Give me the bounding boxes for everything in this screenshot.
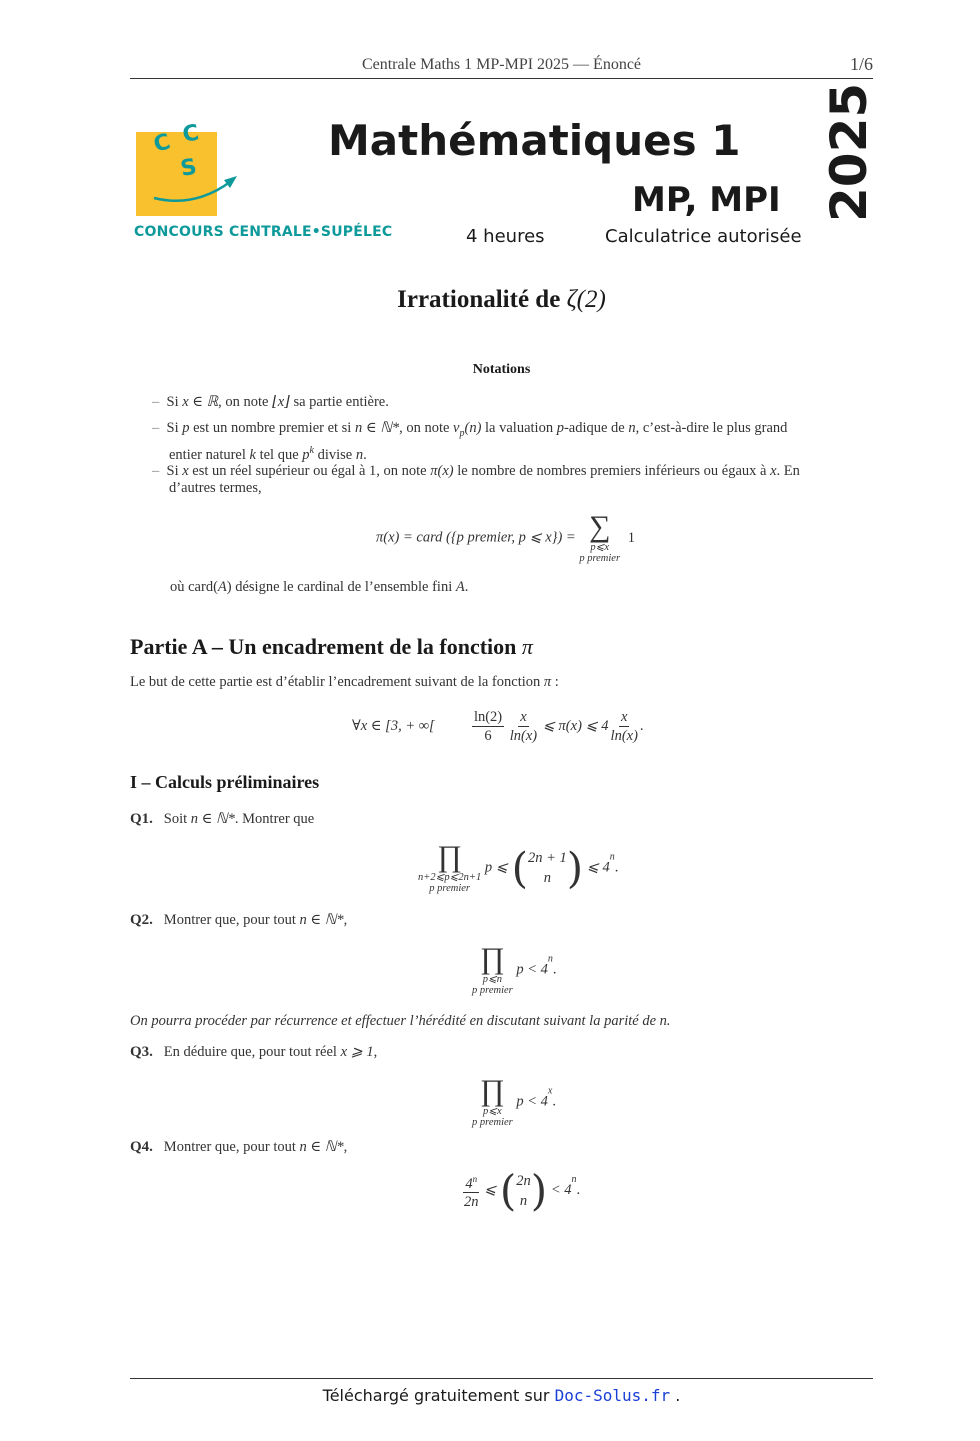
year-vertical: 2025 [820, 82, 878, 222]
doc-solus-link[interactable]: Doc-Solus.fr [554, 1386, 671, 1405]
svg-text:S: S [178, 154, 199, 182]
ccs-logo-icon [134, 120, 334, 220]
partA-inequality: ∀x ∈ [3, + ∞[ $\frac{\ln(2)}{6}$ $\frac{x}{\ln(x)}$ ⩽ π(x) ⩽ 4 $\frac{x}{\ln(x)}$ . [352, 709, 644, 744]
product-operator: ∏ p⩽x p premier [472, 1074, 513, 1128]
product-operator: ∏ p⩽n p premier [472, 942, 513, 996]
partA-heading: Partie A – Un encadrement de la fonction π [130, 634, 533, 659]
q1-formula: ∏ n+2⩽p⩽2n+1 p premier p ⩽ ( 2n + 1 n ) ⩽ 4$^n$. [418, 840, 619, 894]
running-title: Centrale Maths 1 MP-MPI 2025 — Énoncé [361, 56, 642, 73]
calculator-note: Calculatrice autorisée [605, 226, 802, 247]
q3-statement: Q3. En déduire que, pour tout réel x ⩾ 1, [130, 1044, 378, 1060]
q3-formula: ∏ p⩽x p premier $p < 4^x$. [472, 1074, 556, 1128]
notation-cardinal: où card(A) désigne le cardinal de l’ensemble fini A. [170, 579, 469, 595]
logo-caption: CONCOURS CENTRALE•SUPÉLEC [134, 224, 393, 240]
q4-statement: Q4. Montrer que, pour tout n ∈ ℕ*, [130, 1139, 348, 1155]
q2-label: Q2. [130, 912, 153, 928]
svg-text:C: C [151, 129, 174, 158]
q1-label: Q1. [130, 811, 153, 827]
q2-statement: Q2. Montrer que, pour tout n ∈ ℕ*, [130, 912, 348, 928]
notations-heading: Notations [472, 362, 531, 377]
logo [134, 120, 393, 250]
notation-item-floor: – Si x ∈ ℝ, on note ⌊x⌋ sa partie entière. [152, 394, 389, 410]
q4-label: Q4. [130, 1139, 153, 1155]
q3-label: Q3. [130, 1044, 153, 1060]
q2-formula: ∏ p⩽n p premier $p < 4^n$. [472, 942, 557, 996]
page-number: 1/6 [849, 54, 873, 74]
running-header [130, 56, 873, 79]
sectionI-heading: I – Calculs préliminaires [130, 772, 320, 792]
sum-operator: ∑ p⩽x p premier [579, 510, 621, 564]
subject-title: Mathématiques 1 [328, 116, 741, 165]
footer-rule [130, 1378, 873, 1379]
footer: Téléchargé gratuitement sur Doc-Solus.fr . [322, 1386, 681, 1405]
q4-formula: $\frac{4^n}{2n}$ ⩽ ( 2n n ) < $4^n$. [464, 1166, 581, 1215]
track-title: MP, MPI [632, 180, 781, 220]
notation-item-valuation: – Si p est un nombre premier et si n ∈ ℕ*, on note $v_p(n)$ la valuation p-adique de n, c’est-à-dire le plus grand entier naturel k tel que $p^k$ divise n. [152, 420, 788, 463]
q2-hint: On pourra procéder par récurrence et effectuer l’hérédité en discutant suivant la parité de n. [130, 1013, 671, 1029]
svg-text:C: C [180, 120, 201, 148]
duration: 4 heures [466, 226, 545, 247]
pi-definition-formula: π(x) = card ({p premier, p ⩽ x}) = ∑ p⩽x p premier 1 [376, 510, 635, 564]
partA-intro: Le but de cette partie est d’établir l’encadrement suivant de la fonction π : [130, 674, 559, 690]
notation-item-pi: – Si x est un réel supérieur ou égal à 1, on note π(x) le nombre de nombres premiers inférieurs ou égaux à x. En d’autres termes, [152, 463, 800, 496]
q1-statement: Q1. Soit n ∈ ℕ*. Montrer que [130, 811, 315, 827]
product-operator: ∏ n+2⩽p⩽2n+1 p premier [418, 840, 482, 894]
document-title: Irrationalité de ζ(2) [397, 286, 606, 313]
